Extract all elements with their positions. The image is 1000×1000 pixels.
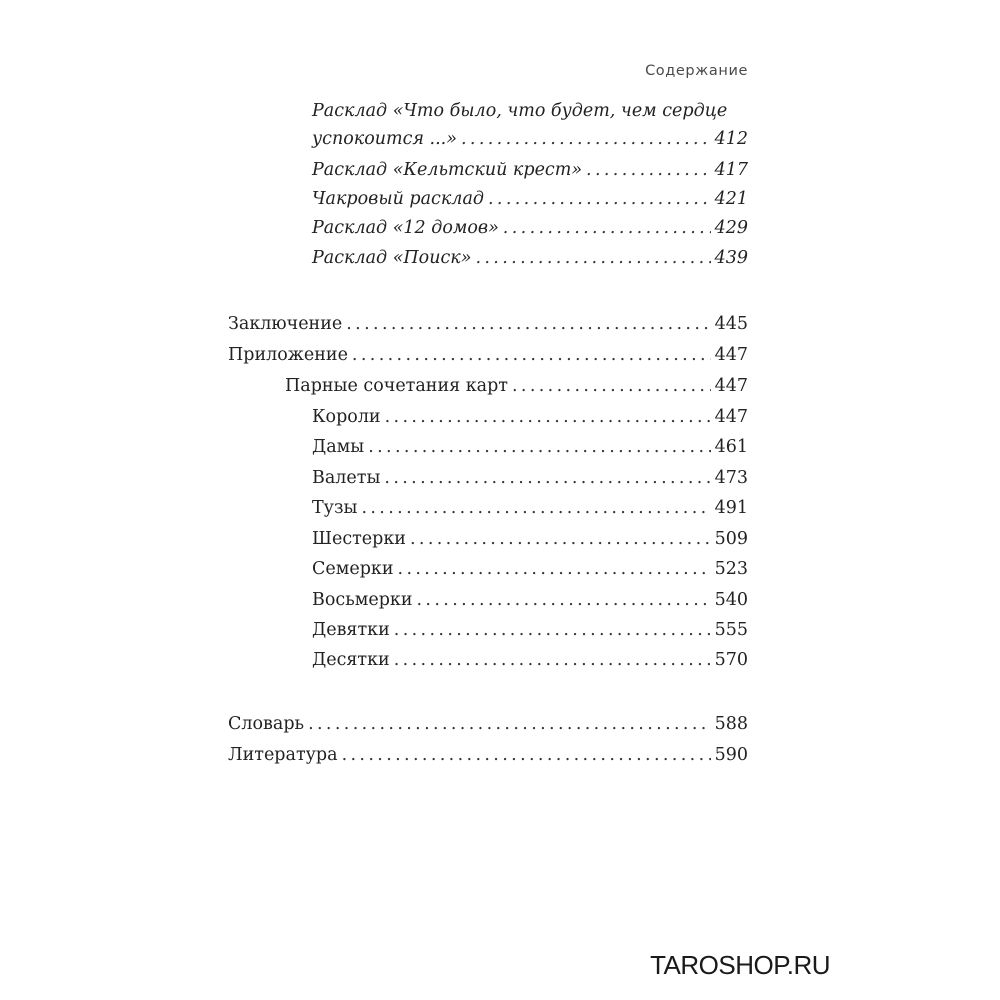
toc-entry-page: 473	[714, 468, 748, 488]
toc-entry-title: Литература	[228, 745, 338, 765]
dot-leader	[346, 309, 710, 339]
toc-entry-page: 429	[714, 218, 748, 238]
running-header: Содержание	[645, 63, 748, 79]
toc-entry-title: Девятки	[312, 620, 390, 640]
toc-entry-page: 523	[714, 559, 748, 579]
toc-entry-rank[interactable]	[312, 493, 748, 523]
toc-entry-rank[interactable]	[312, 463, 748, 493]
toc-entry-page: 447	[714, 407, 748, 427]
toc-entry-title: Тузы	[312, 498, 358, 518]
toc-entry-page: 555	[714, 620, 748, 640]
dot-leader	[385, 402, 711, 432]
toc-entry-title: Шестерки	[312, 529, 406, 549]
toc-entry-title-line1: Расклад «Что было, что будет, чем сердце	[312, 101, 728, 121]
toc-entry[interactable]	[312, 124, 748, 154]
toc-entry-title: Дамы	[312, 437, 365, 457]
toc-entry-page: 540	[714, 590, 748, 610]
toc-entry-card-pairs[interactable]	[285, 371, 748, 401]
toc-entry[interactable]	[312, 243, 748, 273]
toc-entry-rank[interactable]	[312, 645, 748, 675]
toc-entry-page: 570	[714, 650, 748, 670]
toc-entry-glossary[interactable]	[228, 709, 748, 739]
toc-entry-title: Семерки	[312, 559, 394, 579]
toc-entry-rank[interactable]	[312, 615, 748, 645]
toc-entry-page: 417	[714, 160, 748, 180]
toc-entry-page: 590	[714, 745, 748, 765]
toc-entry[interactable]	[312, 213, 748, 243]
toc-entry-rank[interactable]	[312, 554, 748, 584]
toc-entry-title: Расклад «Кельтский крест»	[312, 160, 583, 180]
toc-entry-page: 491	[714, 498, 748, 518]
watermark: TAROSHOP.RU	[650, 950, 830, 980]
dot-leader	[488, 184, 711, 214]
toc-entry-rank[interactable]	[312, 402, 748, 432]
dot-leader	[308, 709, 711, 739]
dot-leader	[398, 554, 711, 584]
toc-entry-literature[interactable]	[228, 740, 748, 770]
toc-entry-page: 412	[714, 129, 748, 149]
toc-entry-page: 447	[714, 345, 748, 365]
dot-leader	[475, 243, 710, 273]
toc-entry[interactable]	[312, 155, 748, 185]
toc-entry-appendix[interactable]	[228, 340, 748, 370]
dot-leader	[394, 615, 711, 645]
toc-entry-page: 588	[714, 714, 748, 734]
toc-entry[interactable]	[312, 184, 748, 214]
dot-leader	[352, 340, 711, 370]
toc-entry-page: 445	[714, 314, 748, 334]
dot-leader	[394, 645, 711, 675]
toc-entry-title: Парные сочетания карт	[285, 376, 508, 396]
dot-leader	[503, 213, 711, 243]
toc-entry-title: Короли	[312, 407, 381, 427]
toc-entry-rank[interactable]	[312, 432, 748, 462]
dot-leader	[417, 585, 711, 615]
dot-leader	[342, 740, 711, 770]
dot-leader	[586, 155, 711, 185]
toc-entry-rank[interactable]	[312, 585, 748, 615]
toc-entry-title: Валеты	[312, 468, 381, 488]
toc-entry-page: 509	[714, 529, 748, 549]
toc-entry-title: Расклад «12 домов»	[312, 218, 499, 238]
toc-entry-title: Словарь	[228, 714, 305, 734]
toc-entry-title: успокоится ...»	[312, 129, 457, 149]
dot-leader	[384, 463, 710, 493]
dot-leader	[512, 371, 711, 401]
toc-entry-title: Расклад «Поиск»	[312, 248, 472, 268]
toc-entry-title: Заключение	[228, 314, 343, 334]
dot-leader	[368, 432, 710, 462]
toc-entry-title: Восьмерки	[312, 590, 413, 610]
dot-leader	[461, 124, 711, 154]
dot-leader	[361, 493, 710, 523]
dot-leader	[410, 524, 711, 554]
toc-entry-page: 461	[714, 437, 748, 457]
toc-entry-title: Приложение	[228, 345, 348, 365]
toc-entry-page: 439	[714, 248, 748, 268]
toc-entry-title: Десятки	[312, 650, 390, 670]
toc-entry-rank[interactable]	[312, 524, 748, 554]
toc-entry-conclusion[interactable]	[228, 309, 748, 339]
toc-entry-page: 447	[714, 376, 748, 396]
toc-entry-title: Чакровый расклад	[312, 189, 484, 209]
toc-entry-page: 421	[714, 189, 748, 209]
